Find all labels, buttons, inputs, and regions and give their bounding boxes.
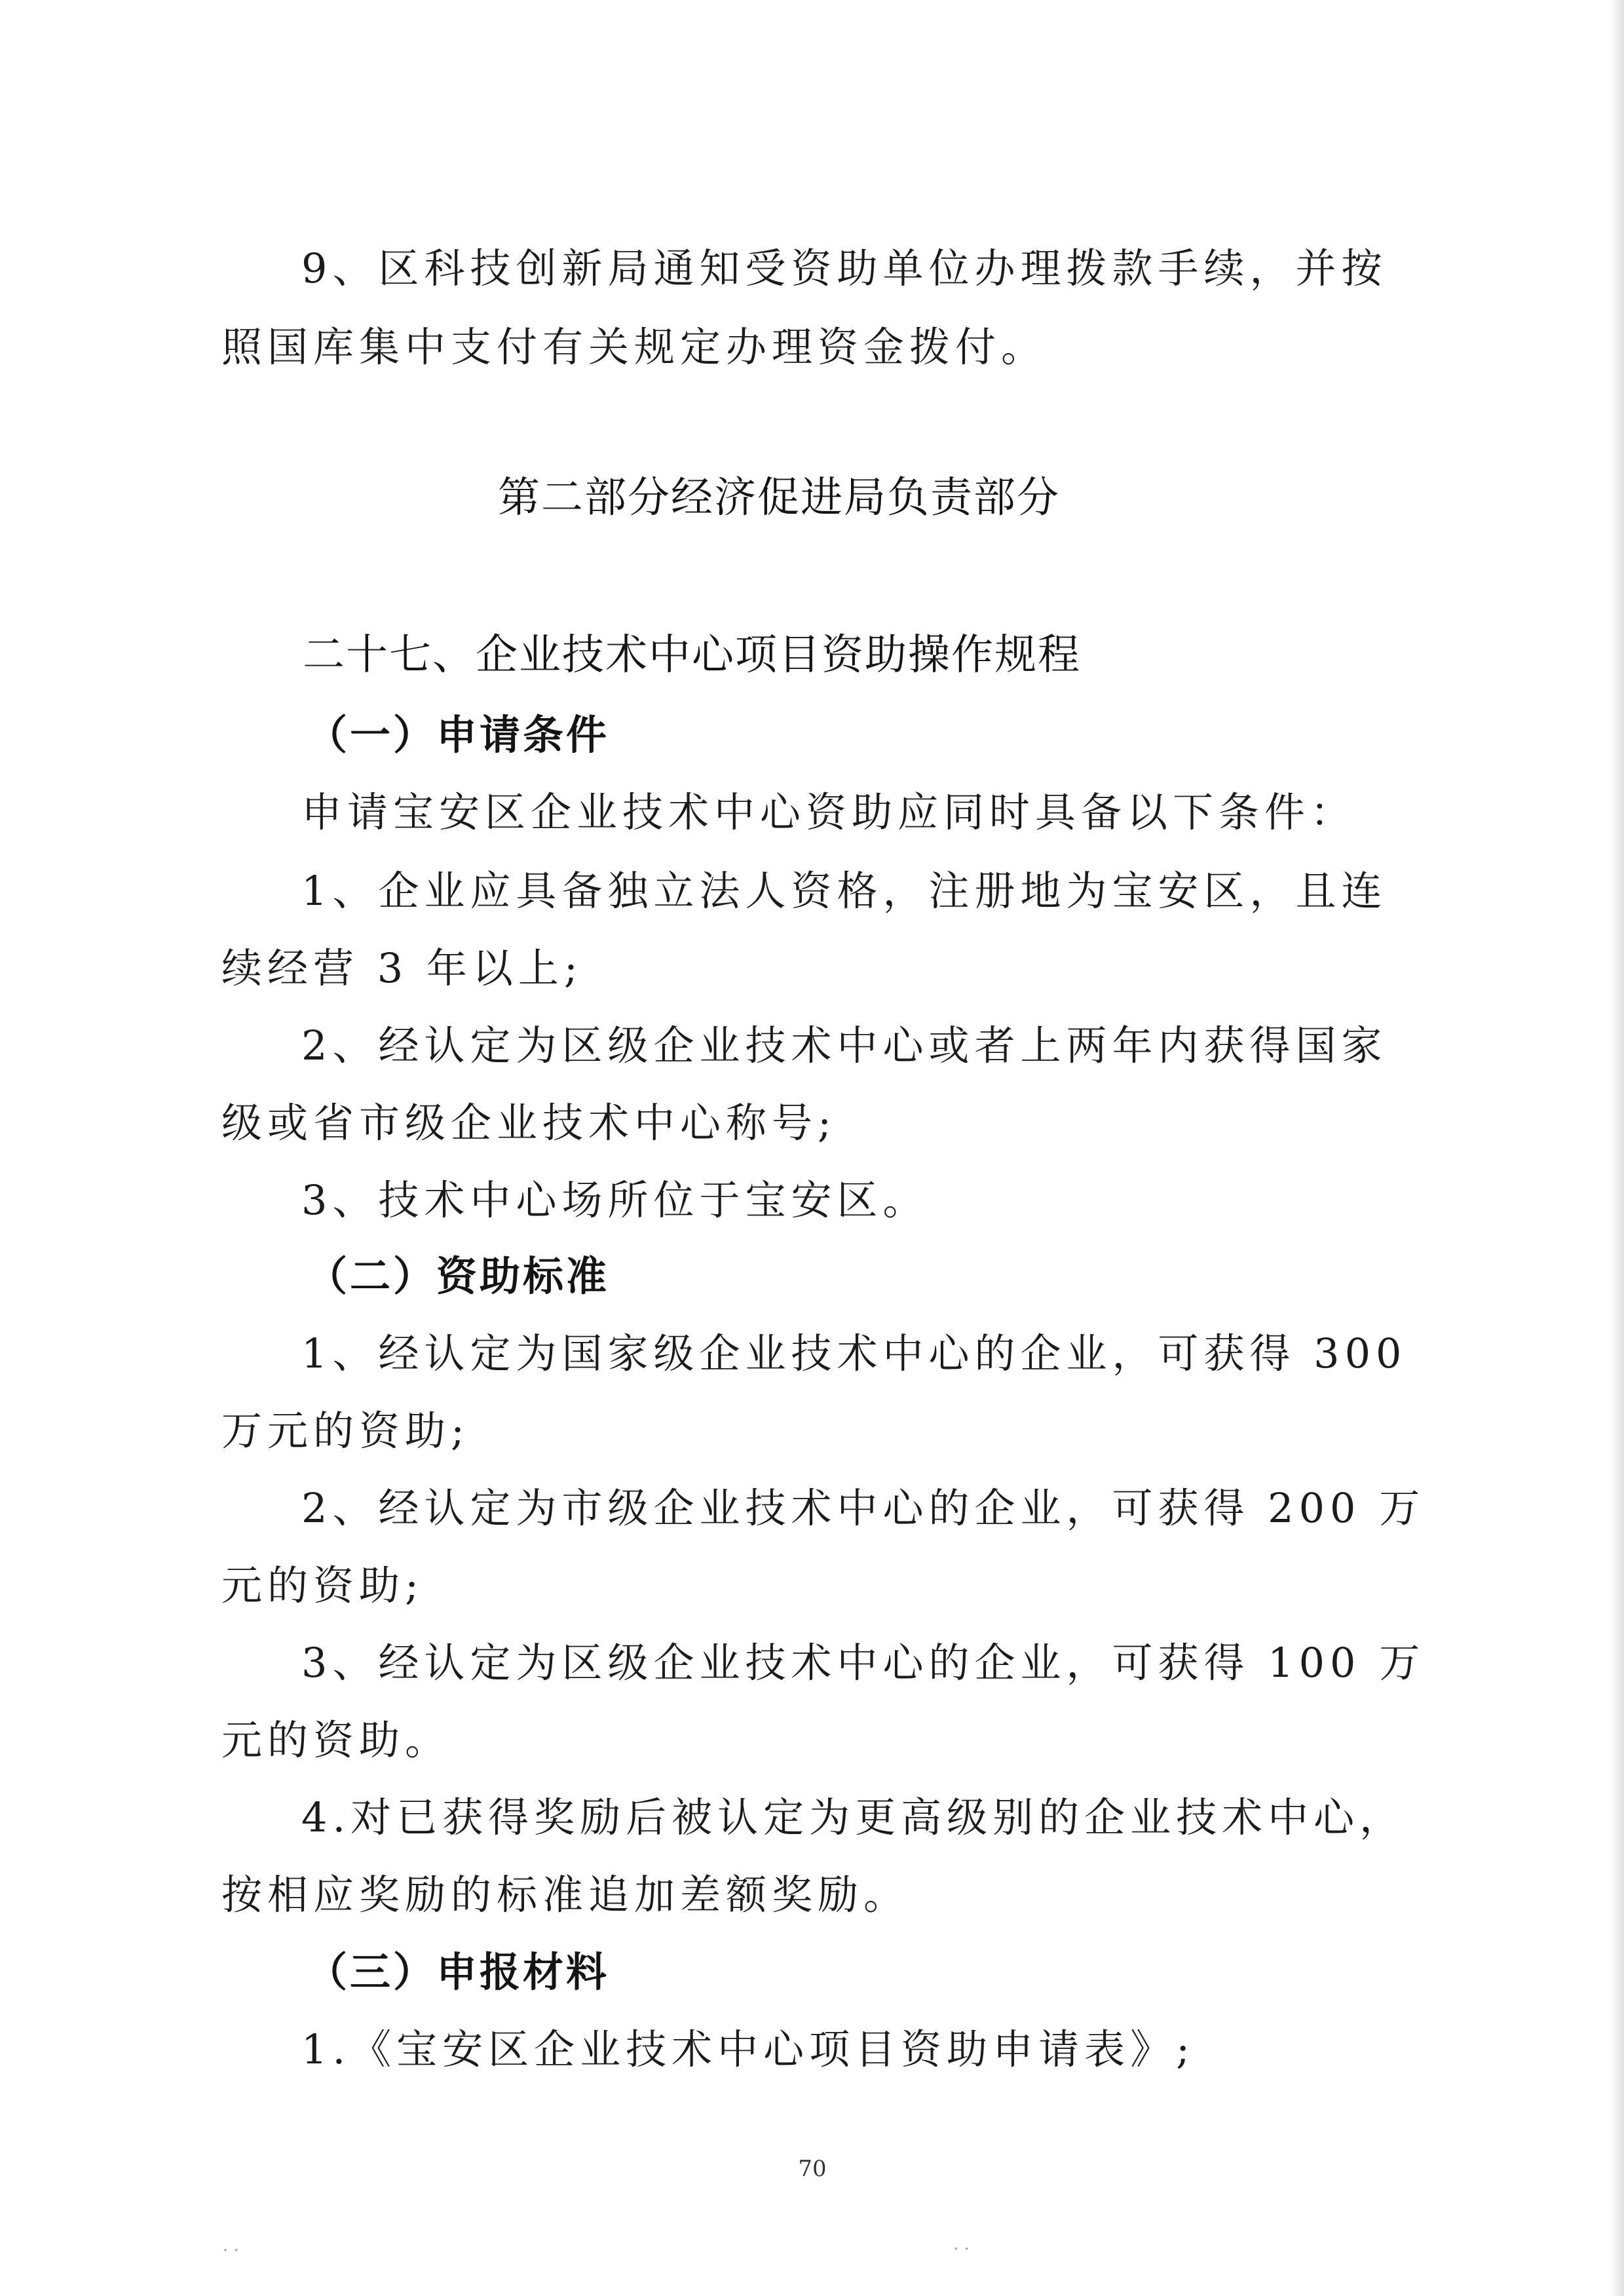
subsection-1-intro: 申请宝安区企业技术中心资助应同时具备以下条件： (301, 788, 1357, 836)
condition-2-line-2: 级或省市级企业技术中心称号; (221, 1099, 837, 1147)
condition-2-line-1: 2、经认定为区级企业技术中心或者上两年内获得国家 (301, 1022, 1388, 1069)
scan-speck: · · (223, 2241, 239, 2261)
subsection-3-title: （三）申报材料 (307, 1948, 610, 1996)
paragraph-9-line-2: 照国库集中支付有关规定办理资金拨付。 (221, 323, 1048, 371)
scan-edge-shadow (1610, 0, 1624, 2296)
standard-1-line-1: 1、经认定为国家级企业技术中心的企业，可获得 300 (301, 1330, 1407, 1377)
standard-3-line-2: 元的资助。 (221, 1716, 451, 1764)
standard-4-line-2: 按相应奖励的标准追加差额奖励。 (221, 1871, 910, 1919)
condition-3: 3、技术中心场所位于宝安区。 (301, 1176, 929, 1224)
condition-1-line-1: 1、企业应具备独立法人资格，注册地为宝安区，且连 (301, 867, 1388, 915)
paragraph-9-line-1: 9、区科技创新局通知受资助单位办理拨款手续，并按 (301, 244, 1388, 292)
part-title: 第二部分经济促进局负责部分 (498, 474, 1060, 522)
standard-1-line-2: 万元的资助; (221, 1407, 470, 1455)
subsection-1-title: （一）申请条件 (307, 711, 610, 759)
standard-2-line-2: 元的资助; (221, 1561, 424, 1609)
section-title: 二十七、企业技术中心项目资助操作规程 (303, 631, 1081, 679)
material-1: 1.《宝安区企业技术中心项目资助申请表》; (301, 2025, 1196, 2073)
standard-4-line-1: 4.对已获得奖励后被认定为更高级别的企业技术中心， (301, 1793, 1406, 1841)
subsection-2-title: （二）资助标准 (307, 1252, 610, 1300)
standard-3-line-1: 3、经认定为区级企业技术中心的企业，可获得 100 万 (301, 1639, 1426, 1687)
condition-1-line-2: 续经营 3 年以上; (221, 944, 583, 992)
standard-2-line-1: 2、经认定为市级企业技术中心的企业，可获得 200 万 (301, 1484, 1426, 1532)
scan-speck: · · (953, 2240, 970, 2259)
page-number: 70 (798, 2156, 827, 2182)
